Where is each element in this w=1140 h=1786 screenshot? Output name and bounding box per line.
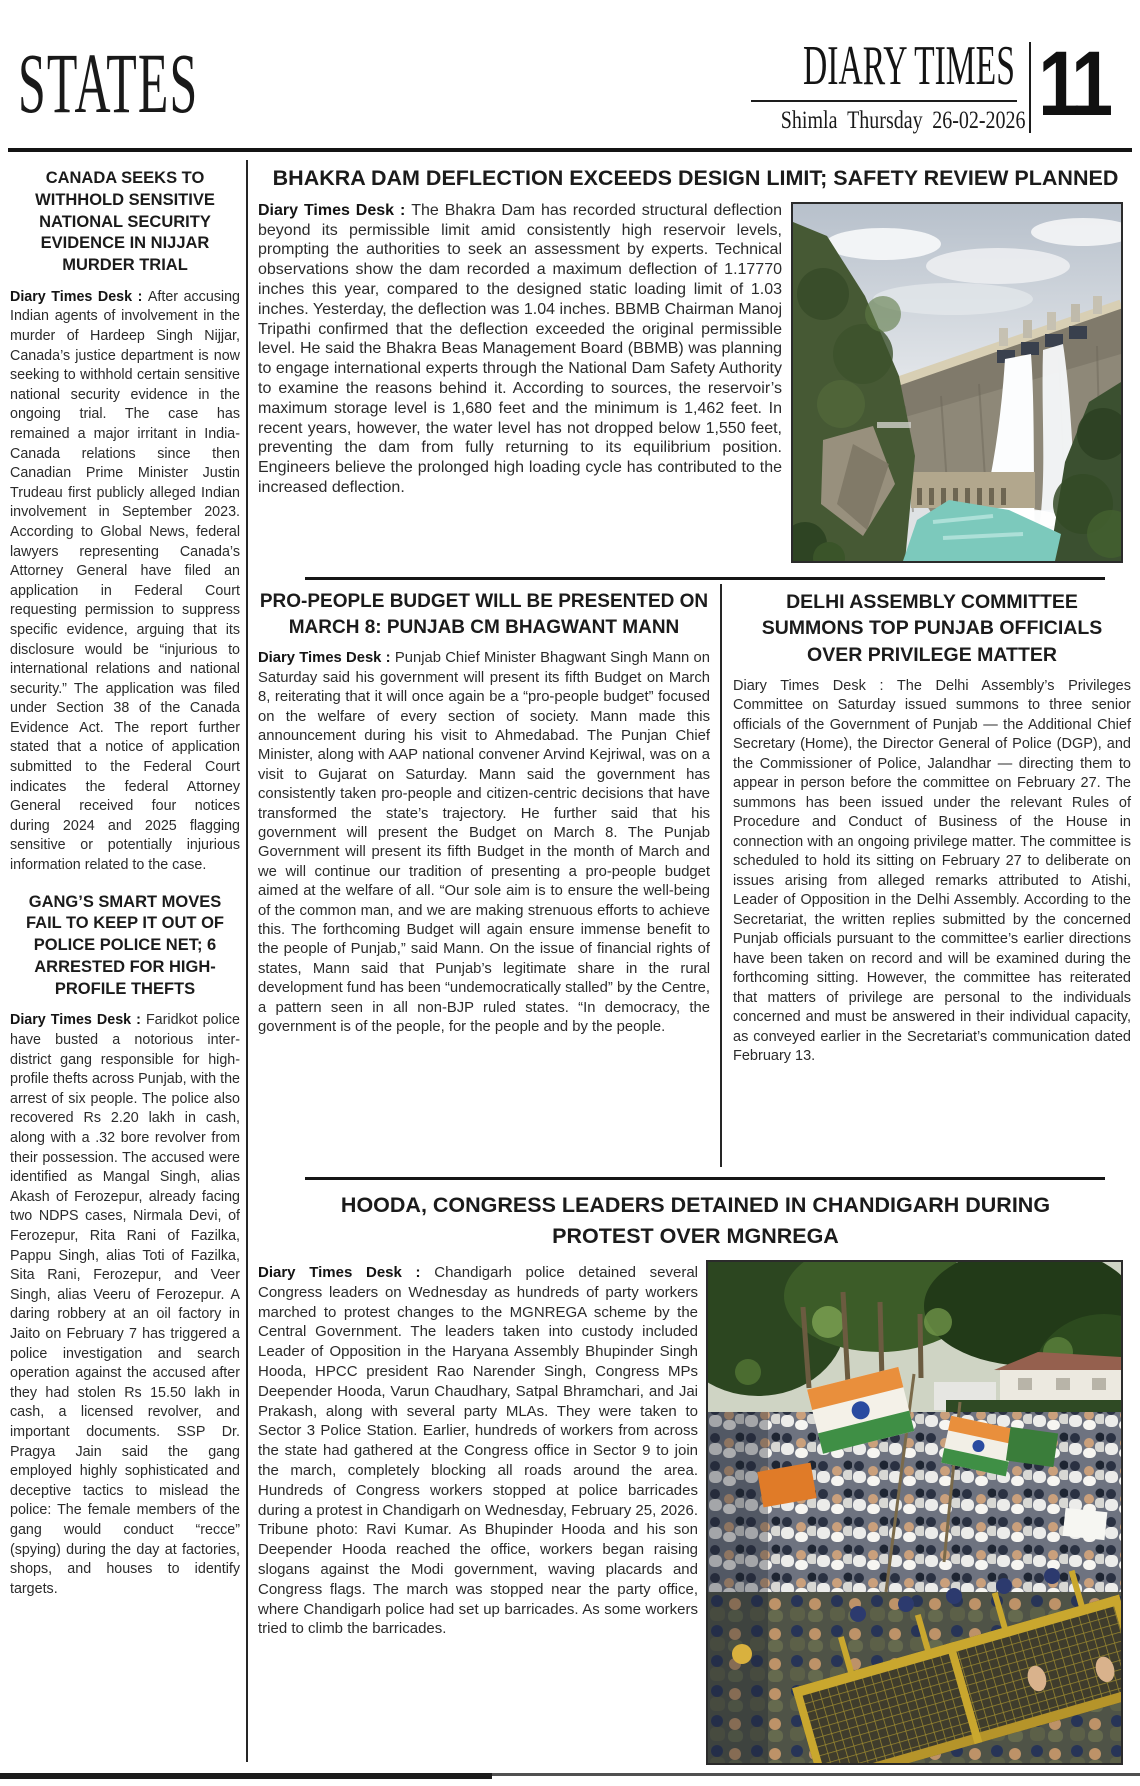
- article-nijjar-headline: CANADA SEEKS TO WITHHOLD SENSITIVE NATIONAL SECURITY EVIDENCE IN NIJJAR MURDER TRIAL: [35, 169, 215, 275]
- dateline: [776, 107, 1026, 135]
- dateline-day: Thursday: [846, 107, 923, 135]
- byline: Diary Times Desk :: [10, 288, 148, 305]
- article-mgnrega: [258, 1180, 1133, 1768]
- left-column-divider: [246, 160, 248, 1762]
- byline: Diary Times Desk :: [258, 201, 412, 219]
- byline: Diary Times Desk :: [258, 1264, 435, 1282]
- article-mgnrega-body: [258, 1263, 698, 1639]
- section-title: STATES: [18, 35, 199, 131]
- body-text: Faridkot police have busted a notorious inter-district gang responsible for high-profile thefts across Punjab, with the arrest of six people. The police also recovered Rs 2.20 lakh in cash, along with a .32 bore revolver from their possession. The accused were identified as Mangal Singh, alias Akash of Ferozepur, already facing two NDPS cases, Nirmala Devi, of Ferozepur, Rita Rani of Fazilka, Pappu Singh, alias Toti of Fazilka, Sita Rani, Ferozepur, and Veer Singh, alias Veeru of Ferozepur. A daring robbery at an oil factory in Jaito on February 7 has triggered a police investigation and search operation against the accused after they had stolen Rs 15.50 lakh in cash, a licensed revolver, and important documents. SSP Dr. Pragya Jain said the gang employed highly sophisticated and deceptive tactics to mislead the police: The female members of the gang would conduct “recce” (spying) during the day at factories, shops, and houses to identify targets.: [10, 1012, 240, 1597]
- masthead-center: [749, 35, 1027, 135]
- dateline-date: 26-02-2026: [931, 107, 1026, 135]
- masthead-divider: [1029, 42, 1031, 133]
- article-gang-headline: GANG’S SMART MOVES FAIL TO KEEP IT OUT OF POLICE POLICE NET; 6 ARRESTED FOR HIGH-PROFILE THEFTS: [25, 892, 225, 998]
- byline: Diary Times Desk :: [258, 650, 395, 667]
- masthead: [749, 33, 1130, 135]
- top-rule: [8, 148, 1132, 152]
- article-privilege: [733, 580, 1131, 1177]
- body-text: Punjab Chief Minister Bhagwant Singh Mann on Saturday said his government will present its fifth Budget on March 8, reiterating that it will once again be a “pro-people budget” focused on the welfare of every section of society. Mann made this announcement during his visit to Ahmedabad. The Punjan Chief Minister, along with AAP national convener Arvind Kejriwal, was on a visit to Gujarat on Saturday. Mann said the government has consistently taken pro-people and citizen-centric decisions that have transformed the state’s trajectory. He further said that his government will present the Budget on March 8. The Punjab Government will present its fifth Budget in the month of March and we will continue our tradition of presenting a pro-people budget aimed at the welfare of all. “Our sole aim is to ensure the well-being of the common man, and we are making strenuous efforts to achieve this. The forthcoming Budget will again ensure immense benefit to the people of Punjab,” said Mann. On the issue of financial rights of states, Mann said that Punjab’s legitimate share in the rural development fund has been “undemocratically stalled” by the Centre, a pattern seen in all non-BJP ruled states. “In democracy, the government is of the people, for the people and by the people.: [258, 650, 710, 1035]
- column-divider: [720, 584, 722, 1167]
- article-gang-body: [10, 1011, 240, 1599]
- left-column: [10, 158, 240, 1766]
- body-text: Diary Times Desk : The Delhi Assembly’s Privileges Committee on Saturday issued summons to three senior officials of the Government of Punjab — the Additional Chief Secretary (Home), the Director General of Police (DGP), and the Commissioner of Police, Jalandhar — directing them to appear in person before the committee on February 27. The summons has been issued under the relevant Rules of Procedure and Conduct of Business of the House in connection with an ongoing privilege matter. The committee is scheduled to hold its sitting on February 27 to deliberate on issues arising from alleged remarks attributed to Atishi, Leader of Opposition in the Delhi Assembly. According to the Secretariat, the written replies submitted by the concerned Punjab officials pursuant to the committee’s earlier directions have been taken on record and will be examined during the forthcoming sitting. However, the committee has reiterated that matters of privilege are personal to the individuals concerned and must be answered in their individual capacity, as conveyed earlier in the Secretariat’s communication dated February 13.: [733, 677, 1131, 1065]
- body-text: The Bhakra Dam has recorded structural deflection beyond its permissible limit amid consistently high reservoir levels, prompting the authorities to seek an assessment by experts. Technical observations show the dam recorded a maximum deflection of 1.17770 inches this year, compared to the designed static loading limit of 1.03 inches. Yesterday, the deflection was 1.04 inches. BBMB Chairman Manoj Tripathi confirmed that the deflection exceeded the original permissible level. He said the Bhakra Beas Management Board (BBMB) was planning to engage international experts through the National Dam Safety Authority to examine the reasons behind it. According to sources, the reservoir’s maximum storage level is 1,680 feet and the minimum is 1,462 feet. In recent years, however, the water level has not dropped below 1,550 feet, preventing the dam from fully returning to its equilibrium position. Engineers believe the prolonged high loading cycle has contributed to the increased deflection.: [258, 201, 782, 496]
- body-text: After accusing Indian agents of involvement in the murder of Hardeep Singh Nijjar, Canada’s justice department is now seeking to withhold certain sensitive national security evidence in the ongoing trial. The case has remained a major irritant in India-Canada relations since then Canadian Prime Minister Justin Trudeau first publicly alleged Indian involvement in September 2023. According to Global News, federal lawyers representing Canada’s Attorney General have filed an application in Federal Court requesting permission to suppress specific evidence, arguing that its disclosure would be “injurious to international relations and national security.” The application was filed under Section 38 of the Canada Evidence Act. The report further stated that a notice of application submitted to the Federal Court indicates the federal Attorney General received four notices during 2024 and 2025 flagging sensitive or potentially injurious information related to the case.: [10, 288, 240, 874]
- bhakra-dam-photo-graphic: [793, 204, 1121, 561]
- bottom-rule: [0, 1773, 1140, 1779]
- article-bhakra: [258, 158, 1133, 577]
- paper-name: DIARY TIMES: [802, 35, 1015, 97]
- article-bhakra-body: [258, 201, 782, 498]
- bottom-rule-left: [0, 1773, 492, 1779]
- article-budget-body: [258, 649, 710, 1037]
- body-text: Chandigarh police detained several Congress leaders on Wednesday as hundreds of party workers marched to protest changes to the MGNREGA scheme by the Central Government. The leaders taken into custody included Leader of Opposition in the Haryana Assembly Bhupinder Singh Hooda, HPCC president Rao Narender Singh, Congress MPs Deepender Hooda, Varun Chaudhary, Satpal Bhramchari, and Jai Prakash, along with several party MLAs. They were taken to Sector 3 Police Station. Earlier, hundreds of workers from across the state had gathered at the Congress office in Sector 9 to join the march, completely blocking all roads around the area. Hundreds of Congress workers stopped at police barricades during a protest in Chandigarh on Wednesday, February 25, 2026. Tribune photo: Ravi Kumar. As Bhupinder Hooda and his son Deepender Hooda reached the office, workers began raising slogans against the Modi government, waving placards and Congress flags. The march was stopped near the party office, where Chandigarh police had set up barricades. As some workers tried to climb the barricades.: [258, 1264, 698, 1638]
- page-number: 11: [1038, 33, 1108, 135]
- protest-photo: [706, 1260, 1123, 1765]
- article-budget-headline: PRO-PEOPLE BUDGET WILL BE PRESENTED ON MARCH 8: PUNJAB CM BHAGWANT MANN: [259, 591, 709, 638]
- masthead-rule: [751, 100, 1017, 102]
- protest-photo-graphic: [708, 1262, 1121, 1763]
- bhakra-dam-photo: [791, 202, 1123, 563]
- article-nijjar-body: [10, 288, 240, 876]
- byline: Diary Times Desk :: [10, 1012, 146, 1029]
- article-gang: [10, 892, 240, 1600]
- article-nijjar: [10, 168, 240, 876]
- article-mgnrega-headline: HOODA, CONGRESS LEADERS DETAINED IN CHANDIGARH DURING PROTEST OVER MGNREGA: [340, 1193, 1051, 1248]
- article-privilege-headline: DELHI ASSEMBLY COMMITTEE SUMMONS TOP PUNJAB OFFICIALS OVER PRIVILEGE MATTER: [761, 591, 1103, 666]
- article-bhakra-headline: BHAKRA DAM DEFLECTION EXCEEDS DESIGN LIMIT; SAFETY REVIEW PLANNED: [272, 166, 1119, 190]
- two-column-section: [258, 580, 1133, 1177]
- article-budget: [258, 580, 710, 1177]
- bottom-rule-right: [492, 1773, 1140, 1776]
- article-privilege-body: [733, 677, 1131, 1067]
- dateline-city: Shimla: [780, 107, 838, 135]
- main-area: [258, 158, 1133, 1768]
